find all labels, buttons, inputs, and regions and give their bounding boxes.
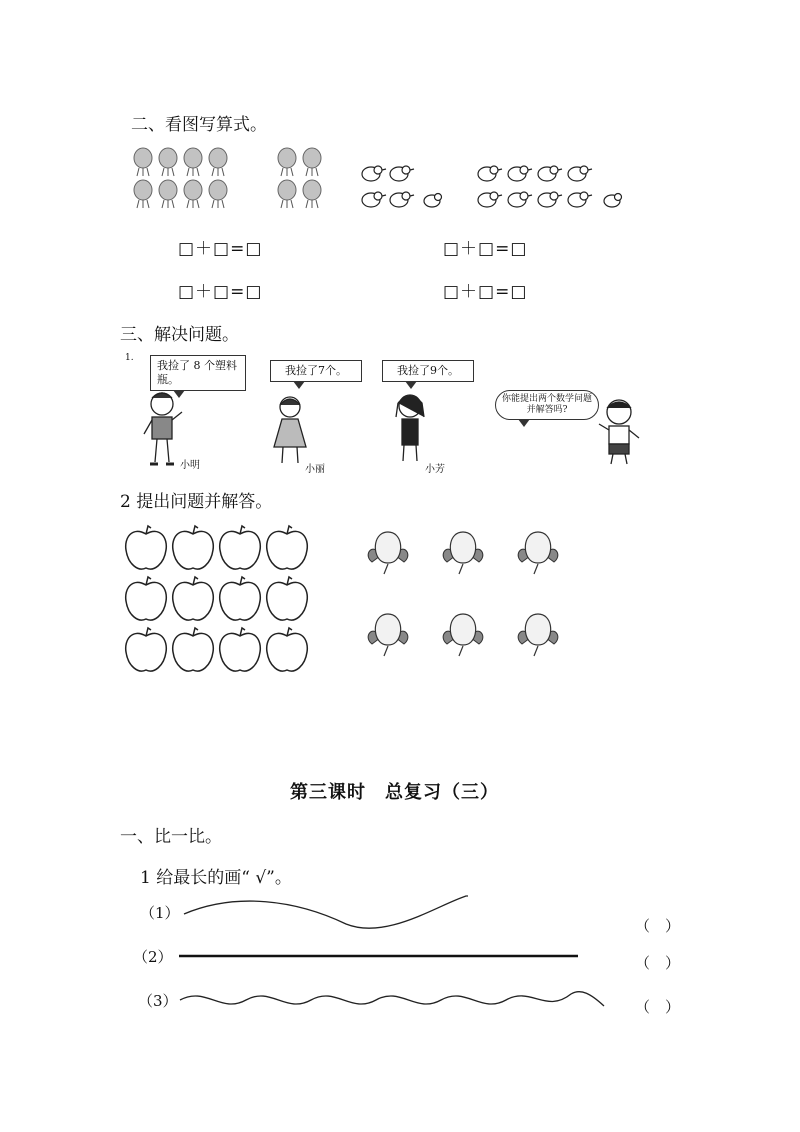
- equation-blank-3[interactable]: □＋□=□: [178, 282, 263, 302]
- question-number: 1.: [125, 353, 134, 363]
- child-figure-xiaoli: [268, 395, 313, 470]
- equation-blank-2[interactable]: □＋□=□: [443, 239, 528, 259]
- answer-blank-1[interactable]: （ ）: [635, 917, 681, 935]
- answer-blank-2[interactable]: （ ）: [635, 954, 681, 972]
- speech-bubble-xiaoli: 我捡了7个。: [270, 360, 362, 382]
- speech-bubble-boy: 你能提出两个数学问题并解答吗?: [495, 390, 599, 420]
- item-label-2: （2）: [133, 948, 173, 966]
- question-2-text: 2 提出问题并解答。: [120, 492, 273, 512]
- bird-picture-group: [355, 160, 640, 218]
- lesson-title: 第三课时 总复习（三）: [290, 782, 499, 803]
- apple-picture-grid: [122, 520, 317, 678]
- section-heading-3: 三、解决问题。: [120, 325, 239, 345]
- comparison-lines: [176, 890, 616, 1020]
- equation-blank-1[interactable]: □＋□=□: [178, 239, 263, 259]
- speech-bubble-xiaofang: 我捡了9个。: [382, 360, 474, 382]
- wavy-line-3: [180, 992, 604, 1006]
- cabbage-picture-group: [128, 142, 338, 214]
- name-label-xiaoli: 小丽: [305, 464, 325, 475]
- item-label-1: （1）: [140, 904, 180, 922]
- item-label-3: （3）: [138, 992, 178, 1010]
- cabbage-icons-right: [278, 148, 321, 208]
- section-heading-compare: 一、比一比。: [120, 827, 222, 847]
- child-figure-boy: [595, 398, 645, 468]
- cabbage-icons-left: [134, 148, 227, 208]
- wavy-line-1: [184, 896, 468, 928]
- answer-blank-3[interactable]: （ ）: [635, 998, 681, 1016]
- question-longest-text: 1 给最长的画“ √”。: [140, 868, 292, 888]
- speech-bubble-xiaoming: 我捡了 8 个塑料瓶。: [150, 355, 246, 391]
- equation-blank-4[interactable]: □＋□=□: [443, 282, 528, 302]
- child-figure-xiaofang: [388, 393, 433, 468]
- name-label-xiaofang: 小芳: [425, 464, 445, 475]
- section-heading-2: 二、看图写算式。: [131, 115, 267, 135]
- peach-picture-group: [362, 520, 582, 665]
- name-label-xiaoming: 小明: [180, 460, 200, 471]
